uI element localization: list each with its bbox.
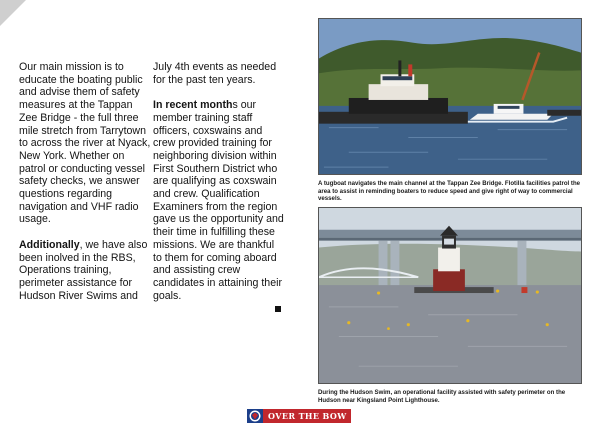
article-paragraph: Our main mission is to educate the boating public and advise them of safety measures at the Tappan Zee Bridge - the full three mile stretch from Tarrytown to across the river at Nyack, New York. Whether on patrol or conducting vessel safety checks, we answer questions regarding navigation and VHF radio usage. xyxy=(19,61,151,226)
page-corner-decoration xyxy=(0,0,26,26)
article-column-left xyxy=(19,61,151,302)
photo-caption-top: A tugboat navigates the main channel at the Tappan Zee Bridge. Flotilla facilities patrol the area to assist in reminding boaters to reduce speed and give right of way to commercial vessels. xyxy=(318,180,581,203)
article-paragraph xyxy=(153,99,284,302)
footer-banner xyxy=(247,409,351,423)
tugboat-photo xyxy=(318,18,582,175)
paragraph-text: s our member training staff officers, coxswains and crew provided training for neighboring division within First Southern District who are qualifying as coxswain and crew. Qualification Examiners from the region gave us the opportunity and their time in fulfilling these missions. We are thankful to them for coming aboard and assisting crew candidates in attaining their goals. xyxy=(153,99,284,302)
square-end-mark-icon xyxy=(275,306,281,312)
coast-guard-auxiliary-emblem-icon xyxy=(247,409,263,423)
article-paragraph: July 4th events as needed for the past ten years. xyxy=(153,61,277,86)
lead-word: Additionally xyxy=(19,238,80,251)
publication-title: OVER THE BOW xyxy=(268,411,347,421)
article-column-right xyxy=(153,61,284,302)
lead-word: In recent month xyxy=(153,99,233,112)
paragraph-text: , we have also been inolved in the RBS, Operations training, perimeter assistance for Hudson River Swims and xyxy=(19,238,148,302)
lighthouse-photo xyxy=(318,207,582,384)
photo-caption-bottom: During the Hudson Swim, an operational facility assisted with safety perimeter on the Hudson near Kingsland Point Lighthouse. xyxy=(318,389,566,404)
article-paragraph xyxy=(19,239,151,303)
